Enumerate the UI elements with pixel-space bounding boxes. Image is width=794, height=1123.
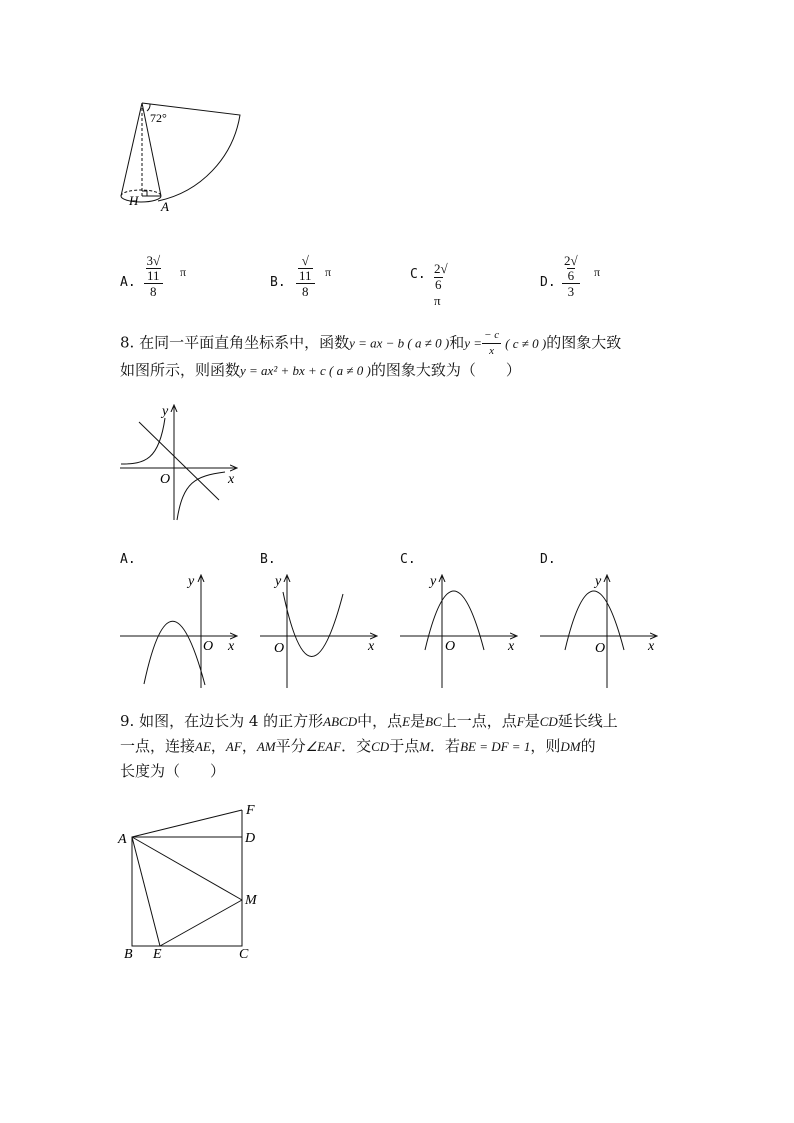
q7-option-d-pi: π bbox=[594, 265, 601, 279]
q7-angle-label: 72° bbox=[150, 111, 167, 125]
q8-linear-func: y = ax − b ( a ≠ 0 ) bbox=[349, 335, 450, 351]
q9-segment-ae bbox=[132, 837, 160, 946]
q8-stem-line-2: 如图所示，则函数y = ax² + bx + c ( a ≠ 0 )的图象大致为（ ） bbox=[120, 361, 521, 379]
q8-d-origin: O bbox=[595, 641, 606, 656]
q8-recip-lhs: y = bbox=[464, 335, 483, 351]
q8-option-d-letter[interactable]: D. bbox=[540, 552, 556, 567]
q8-recip-fraction: $\frac{- c}{x}$ bbox=[484, 329, 500, 357]
q7-option-a-fraction: $\frac{3√11}{8}$ bbox=[144, 253, 163, 299]
q9-label-f: F bbox=[246, 803, 255, 818]
q8-given-line bbox=[139, 422, 219, 500]
q9-label-c: C bbox=[239, 947, 249, 962]
q8-recip-cond: ( c ≠ 0 ) bbox=[505, 335, 547, 351]
q8-a-parabola bbox=[144, 621, 205, 685]
q8-option-b-letter[interactable]: B. bbox=[260, 552, 276, 567]
q7-option-d-fraction: $\frac{2√6}{3}$ bbox=[564, 253, 578, 299]
q8-a-y-label: y bbox=[188, 574, 195, 589]
q7-label-h: H bbox=[129, 193, 139, 208]
q8-a-origin: O bbox=[203, 639, 214, 654]
q8-c-origin: O bbox=[445, 639, 456, 654]
q9-label-b: B bbox=[124, 947, 133, 962]
q8-d-x-label: x bbox=[648, 639, 655, 654]
q7-cone-left-edge bbox=[121, 103, 142, 196]
q7-option-b-pi: π bbox=[325, 265, 332, 279]
q9-segment-am bbox=[132, 837, 242, 900]
q9-label-d: D bbox=[245, 831, 256, 846]
q9-stem-line-1: 9. 如图，在边长为 4 的正方形ABCD中，点E是BC上一点，点F是CD延长线上 bbox=[120, 712, 618, 730]
q8-b-parabola bbox=[283, 592, 343, 657]
q9-segment-af bbox=[132, 810, 242, 837]
q8-d-y-label: y bbox=[595, 574, 602, 589]
q8-b-origin: O bbox=[274, 641, 285, 656]
q8-option-d-graph[interactable] bbox=[535, 570, 665, 690]
q8-option-c-letter[interactable]: C. bbox=[400, 552, 416, 567]
q7-base-ellipse-front bbox=[121, 196, 161, 202]
q8-given-hyperbola-right bbox=[177, 472, 225, 520]
q8-given-y-label: y bbox=[162, 404, 169, 419]
q7-option-d-letter: D. bbox=[540, 275, 556, 290]
q9-segment-em bbox=[160, 900, 242, 946]
q8-b-y-label: y bbox=[275, 574, 282, 589]
q7-angle-arc bbox=[147, 104, 150, 111]
q8-b-x-label: x bbox=[368, 639, 375, 654]
q9-label-m: M bbox=[245, 893, 257, 908]
q7-option-b-letter: B. bbox=[270, 275, 286, 290]
q8-option-a-letter[interactable]: A. bbox=[120, 552, 136, 567]
q8-given-x-label: x bbox=[228, 472, 235, 487]
q8-a-x-label: x bbox=[228, 639, 235, 654]
q7-option-c-letter: C. bbox=[410, 267, 426, 282]
q7-option-b-fraction: $\frac{√11}{8}$ bbox=[296, 253, 315, 299]
q7-cone-figure bbox=[110, 95, 250, 220]
q8-option-c-graph[interactable] bbox=[395, 570, 525, 690]
q9-square-figure bbox=[115, 800, 275, 965]
q7-label-a: A bbox=[161, 199, 169, 214]
q8-c-y-label: y bbox=[430, 574, 437, 589]
q9-square-abcd bbox=[132, 837, 242, 946]
q8-stem-line-1: 8. 在同一平面直角坐标系中，函数y = ax − b ( a ≠ 0 )和y = $\frac{- c}{x}$ ( c ≠ 0 )的图象大致 bbox=[120, 329, 622, 357]
q8-option-b-graph[interactable] bbox=[255, 570, 385, 690]
q9-stem-line-3: 长度为（ ） bbox=[120, 762, 226, 780]
q9-label-e: E bbox=[153, 947, 162, 962]
q8-option-a-graph[interactable] bbox=[115, 570, 245, 690]
q8-quadratic-func: y = ax² + bx + c ( a ≠ 0 ) bbox=[240, 363, 371, 378]
q7-right-angle-mark bbox=[142, 191, 147, 196]
q7-option-a-pi: π bbox=[180, 265, 187, 279]
q8-c-x-label: x bbox=[508, 639, 515, 654]
q9-label-a: A bbox=[118, 832, 127, 847]
q7-option-c-expr: 2√6 π bbox=[434, 261, 448, 308]
q8-given-origin: O bbox=[160, 472, 171, 487]
q9-stem-line-2: 一点，连接AE，AF，AM平分∠EAF．交CD于点M．若BE = DF = 1，则DM的 bbox=[120, 737, 596, 755]
q8-given-graph bbox=[115, 400, 245, 525]
q7-option-a-letter: A. bbox=[120, 275, 136, 290]
q7-base-ellipse-back bbox=[121, 190, 161, 196]
